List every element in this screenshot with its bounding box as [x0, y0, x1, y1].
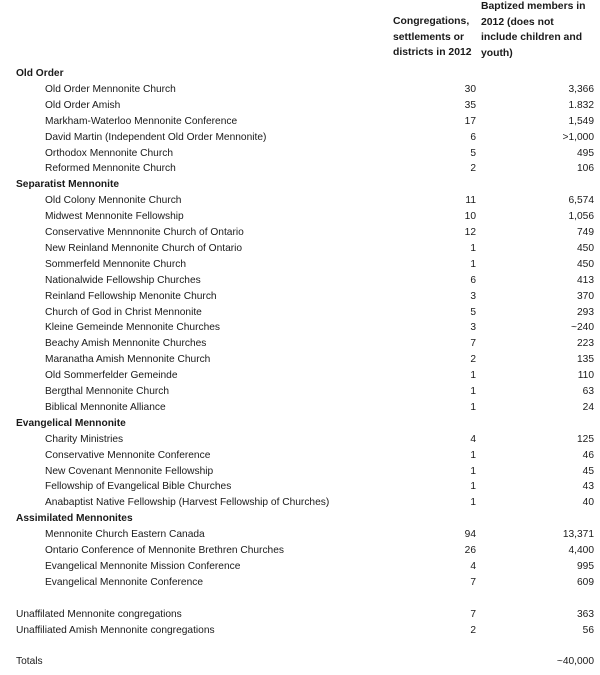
header-baptized-members	[481, 0, 586, 61]
congregation-count: 12	[464, 227, 476, 238]
baptized-members: 413	[577, 274, 594, 286]
baptized-members: >1,000	[562, 131, 594, 143]
section-title: Old Order	[16, 68, 64, 79]
denomination-name: Fellowship of Evangelical Bible Churches	[45, 481, 232, 493]
denomination-name: Church of God in Christ Mennonite	[45, 306, 202, 318]
table-row	[0, 479, 600, 495]
section-heading	[0, 177, 600, 193]
congregation-count: 1	[470, 481, 476, 493]
congregation-count: 1	[470, 497, 476, 509]
denomination-name: Evangelical Mennonite Conference	[45, 576, 204, 588]
congregation-count: 3	[470, 290, 476, 302]
denomination-name: Maranatha Amish Mennonite Church	[45, 354, 211, 366]
table-row	[0, 336, 600, 352]
table-row	[0, 575, 600, 591]
congregation-count: 2	[470, 163, 476, 175]
congregation-count: 5	[470, 147, 476, 159]
baptized-members: 450	[577, 258, 594, 270]
congregation-count: 11	[465, 195, 476, 207]
denomination-name: Charity Ministries	[45, 433, 124, 445]
baptized-members: 495	[577, 147, 594, 159]
baptized-members: 1.832	[568, 99, 594, 111]
denomination-name: Unaffiliated Amish Mennonite congregations	[16, 624, 215, 636]
baptized-members: 24	[582, 401, 594, 413]
denomination-name: Conservative Mennnonite Church of Ontario	[45, 227, 244, 238]
denomination-name: Old Order Amish	[45, 99, 121, 111]
section-heading	[0, 511, 600, 527]
congregation-count: 1	[470, 449, 476, 461]
denomination-name: Kleine Gemeinde Mennonite Churches	[45, 322, 220, 334]
congregation-count: 30	[464, 83, 476, 95]
baptized-members: 370	[577, 290, 594, 302]
congregation-count: 6	[470, 131, 476, 143]
table-row	[0, 241, 600, 257]
baptized-members: 13,371	[562, 529, 594, 541]
table-row	[0, 257, 600, 273]
baptized-members: 63	[582, 386, 594, 397]
congregation-count: 3	[470, 322, 476, 334]
baptized-members: 110	[577, 370, 594, 382]
denomination-name: Biblical Mennonite Alliance	[45, 401, 166, 413]
table-row	[0, 146, 600, 162]
section-heading	[0, 66, 600, 82]
table-row	[0, 82, 600, 98]
congregation-count: 94	[464, 529, 476, 541]
table-row	[0, 130, 600, 146]
congregation-count: 6	[470, 274, 476, 286]
congregation-count: 35	[464, 99, 476, 111]
baptized-members: 43	[582, 481, 594, 493]
table-row	[0, 654, 600, 670]
baptized-members: 106	[577, 163, 594, 175]
baptized-members: 995	[577, 560, 594, 572]
table-row	[0, 114, 600, 130]
table-row	[0, 432, 600, 448]
denomination-name: Old Order Mennonite Church	[45, 83, 176, 95]
table-row	[0, 289, 600, 305]
congregation-count: 1	[470, 401, 476, 413]
congregation-count: 7	[470, 576, 476, 588]
section-title: Separatist Mennonite	[16, 179, 120, 191]
denomination-name: Ontario Conference of Mennonite Brethren Churches	[45, 545, 284, 556]
denomination-name: Anabaptist Native Fellowship (Harvest Fellowship of Churches)	[45, 497, 330, 509]
header-line: Baptized members in	[481, 1, 586, 12]
table-row	[0, 527, 600, 543]
baptized-members: 1,549	[568, 115, 594, 127]
baptized-members: 125	[577, 433, 594, 445]
baptized-members: 749	[577, 227, 594, 238]
baptized-members: 1,056	[568, 211, 594, 223]
congregation-count: 1	[470, 370, 476, 382]
denomination-name: Sommerfeld Mennonite Church	[45, 258, 186, 270]
denomination-name: Evangelical Mennonite Mission Conference	[45, 560, 241, 572]
congregation-count: 1	[470, 242, 476, 254]
congregation-count: 2	[470, 624, 476, 636]
denomination-name: Unaffilated Mennonite congregations	[16, 608, 182, 620]
table-row	[0, 384, 600, 400]
congregation-count: 10	[464, 211, 476, 223]
header-line: districts in 2012	[393, 47, 472, 58]
congregation-count: 1	[470, 386, 476, 397]
baptized-members: 135	[577, 354, 594, 366]
table-row	[0, 623, 600, 639]
denomination-name: Markham-Waterloo Mennonite Conference	[45, 115, 238, 127]
table-row	[0, 193, 600, 209]
congregation-count: 7	[470, 338, 476, 350]
denomination-name: Reinland Fellowship Menonite Church	[45, 290, 217, 302]
table-row	[0, 225, 600, 241]
header-line: 2012 (does not	[481, 16, 554, 28]
baptized-members: 46	[582, 449, 594, 461]
table-row	[0, 448, 600, 464]
header-line: youth)	[481, 47, 513, 59]
header-line: include children and	[481, 32, 583, 43]
table-row	[0, 209, 600, 225]
congregation-count: 1	[470, 258, 476, 270]
denomination-name: Old Sommerfelder Gemeinde	[45, 370, 178, 382]
table-row	[0, 559, 600, 575]
denomination-name: Mennonite Church Eastern Canada	[45, 529, 205, 541]
baptized-members: 56	[582, 624, 594, 636]
denomination-name: Beachy Amish Mennonite Churches	[45, 338, 207, 350]
congregation-count: 4	[470, 560, 476, 572]
table-row	[0, 320, 600, 336]
congregation-count: 2	[470, 354, 476, 366]
congregation-count: 5	[470, 306, 476, 318]
table-row	[0, 273, 600, 289]
baptized-members: 4,400	[568, 545, 594, 556]
denomination-name: Bergthal Mennonite Church	[45, 386, 170, 397]
denomination-name: New Covenant Mennonite Fellowship	[45, 465, 214, 477]
denomination-name: Midwest Mennonite Fellowship	[45, 211, 184, 223]
denomination-name: New Reinland Mennonite Church of Ontario	[45, 242, 243, 254]
denomination-name: Nationalwide Fellowship Churches	[45, 274, 201, 286]
baptized-members: 363	[577, 608, 594, 620]
baptized-members: ~240	[571, 322, 594, 334]
congregation-count: 1	[470, 465, 476, 477]
baptized-members: 40	[582, 497, 594, 509]
denomination-name: Conservative Mennonite Conference	[45, 449, 211, 461]
baptized-members: 223	[577, 338, 594, 350]
denomination-name: David Martin (Independent Old Order Mennonite)	[45, 131, 267, 143]
denomination-name: Totals	[16, 656, 43, 668]
denomination-name: Orthodox Mennonite Church	[45, 147, 173, 159]
section-title: Assimilated Mennonites	[16, 513, 133, 525]
table-row	[0, 161, 600, 177]
congregation-count: 17	[464, 115, 476, 127]
table-row	[0, 98, 600, 114]
denomination-name: Old Colony Mennonite Church	[45, 195, 182, 207]
table-row	[0, 368, 600, 384]
baptized-members: ~40,000	[556, 656, 594, 668]
header-line: settlements or	[393, 31, 465, 43]
congregation-count: 7	[470, 608, 476, 620]
baptized-members: 609	[577, 576, 594, 588]
congregation-count: 4	[470, 433, 476, 445]
section-heading	[0, 416, 600, 432]
denomination-name: Reformed Mennonite Church	[45, 163, 176, 175]
baptized-members: 45	[582, 465, 594, 477]
table-row	[0, 464, 600, 480]
congregation-count: 26	[464, 545, 476, 556]
table-row	[0, 495, 600, 511]
table-row	[0, 305, 600, 321]
baptized-members: 6,574	[568, 195, 594, 207]
header-congregations	[393, 14, 472, 61]
table-row	[0, 400, 600, 416]
table-row	[0, 352, 600, 368]
table-row	[0, 607, 600, 623]
baptized-members: 450	[577, 242, 594, 254]
baptized-members: 3,366	[568, 83, 594, 95]
baptized-members: 293	[577, 306, 594, 318]
header-line: Congregations,	[393, 16, 470, 27]
section-title: Evangelical Mennonite	[16, 417, 126, 429]
table-row	[0, 543, 600, 559]
